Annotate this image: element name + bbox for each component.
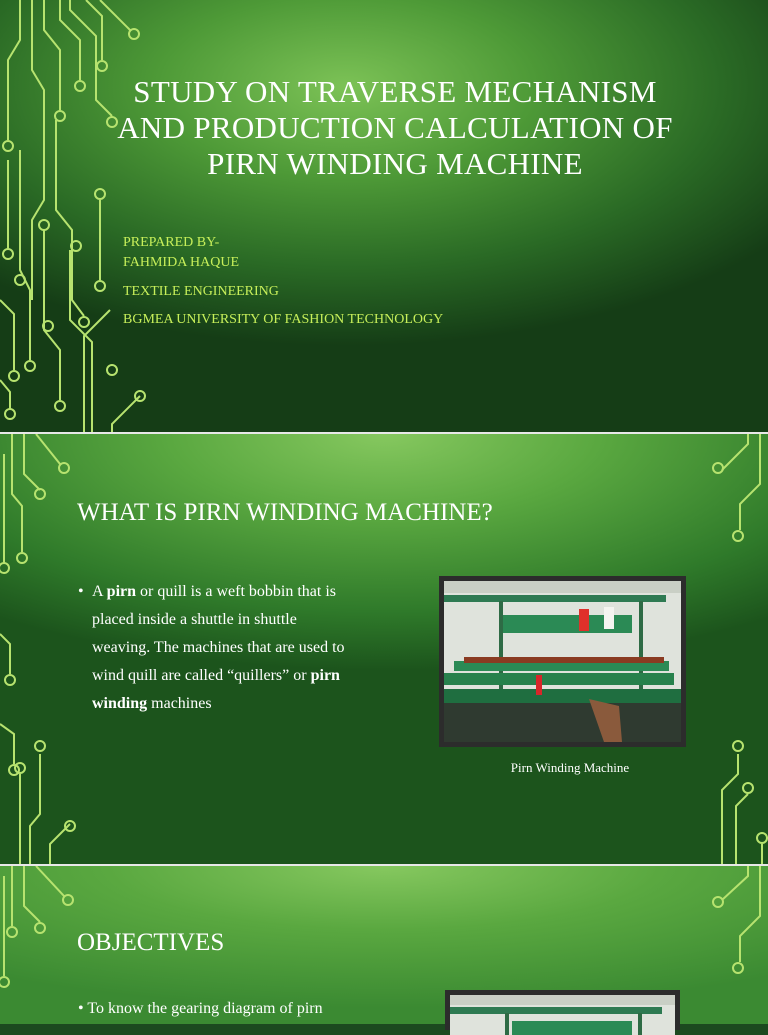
prepared-by-label: PREPARED BY-	[123, 235, 220, 250]
bullet-marker: •	[78, 1000, 84, 1017]
circuit-decoration-left	[0, 866, 80, 1024]
circuit-decoration-right	[688, 866, 768, 1024]
circuit-decoration-left	[0, 434, 80, 864]
section-heading: WHAT IS PIRN WINDING MACHINE?	[77, 499, 493, 526]
objective-text: To know the gearing diagram of pirn	[87, 1000, 323, 1017]
bullet-marker: •	[78, 583, 84, 600]
objectives-heading: OBJECTIVES	[77, 929, 225, 956]
definition-text: A pirn or quill is a weft bobbin that is placed inside a shuttle in shuttle weaving. The machines that are used to wind quill are called “quillers” or pirn winding machines	[92, 583, 345, 712]
slide-title: STUDY ON TRAVERSE MECHANISM AND PRODUCTION CALCULATION OF PIRN WINDING MACHINE	[117, 74, 673, 181]
objective-bullet	[78, 998, 323, 1020]
author-name: FAHMIDA HAQUE	[123, 255, 240, 270]
pirn-winding-machine-photo	[439, 576, 686, 747]
machine-illustration	[444, 581, 681, 742]
machine-photo-2	[445, 990, 680, 1030]
university-name: BGMEA UNIVERSITY OF FASHION TECHNOLOGY	[123, 312, 444, 327]
department-name: TEXTILE ENGINEERING	[123, 284, 279, 299]
machine-illustration	[450, 995, 675, 1035]
circuit-decoration-left	[0, 0, 160, 432]
circuit-decoration-right	[688, 434, 768, 864]
definition-bullet	[78, 578, 348, 718]
title-slide	[0, 0, 768, 432]
image-caption: Pirn Winding Machine	[510, 760, 630, 775]
